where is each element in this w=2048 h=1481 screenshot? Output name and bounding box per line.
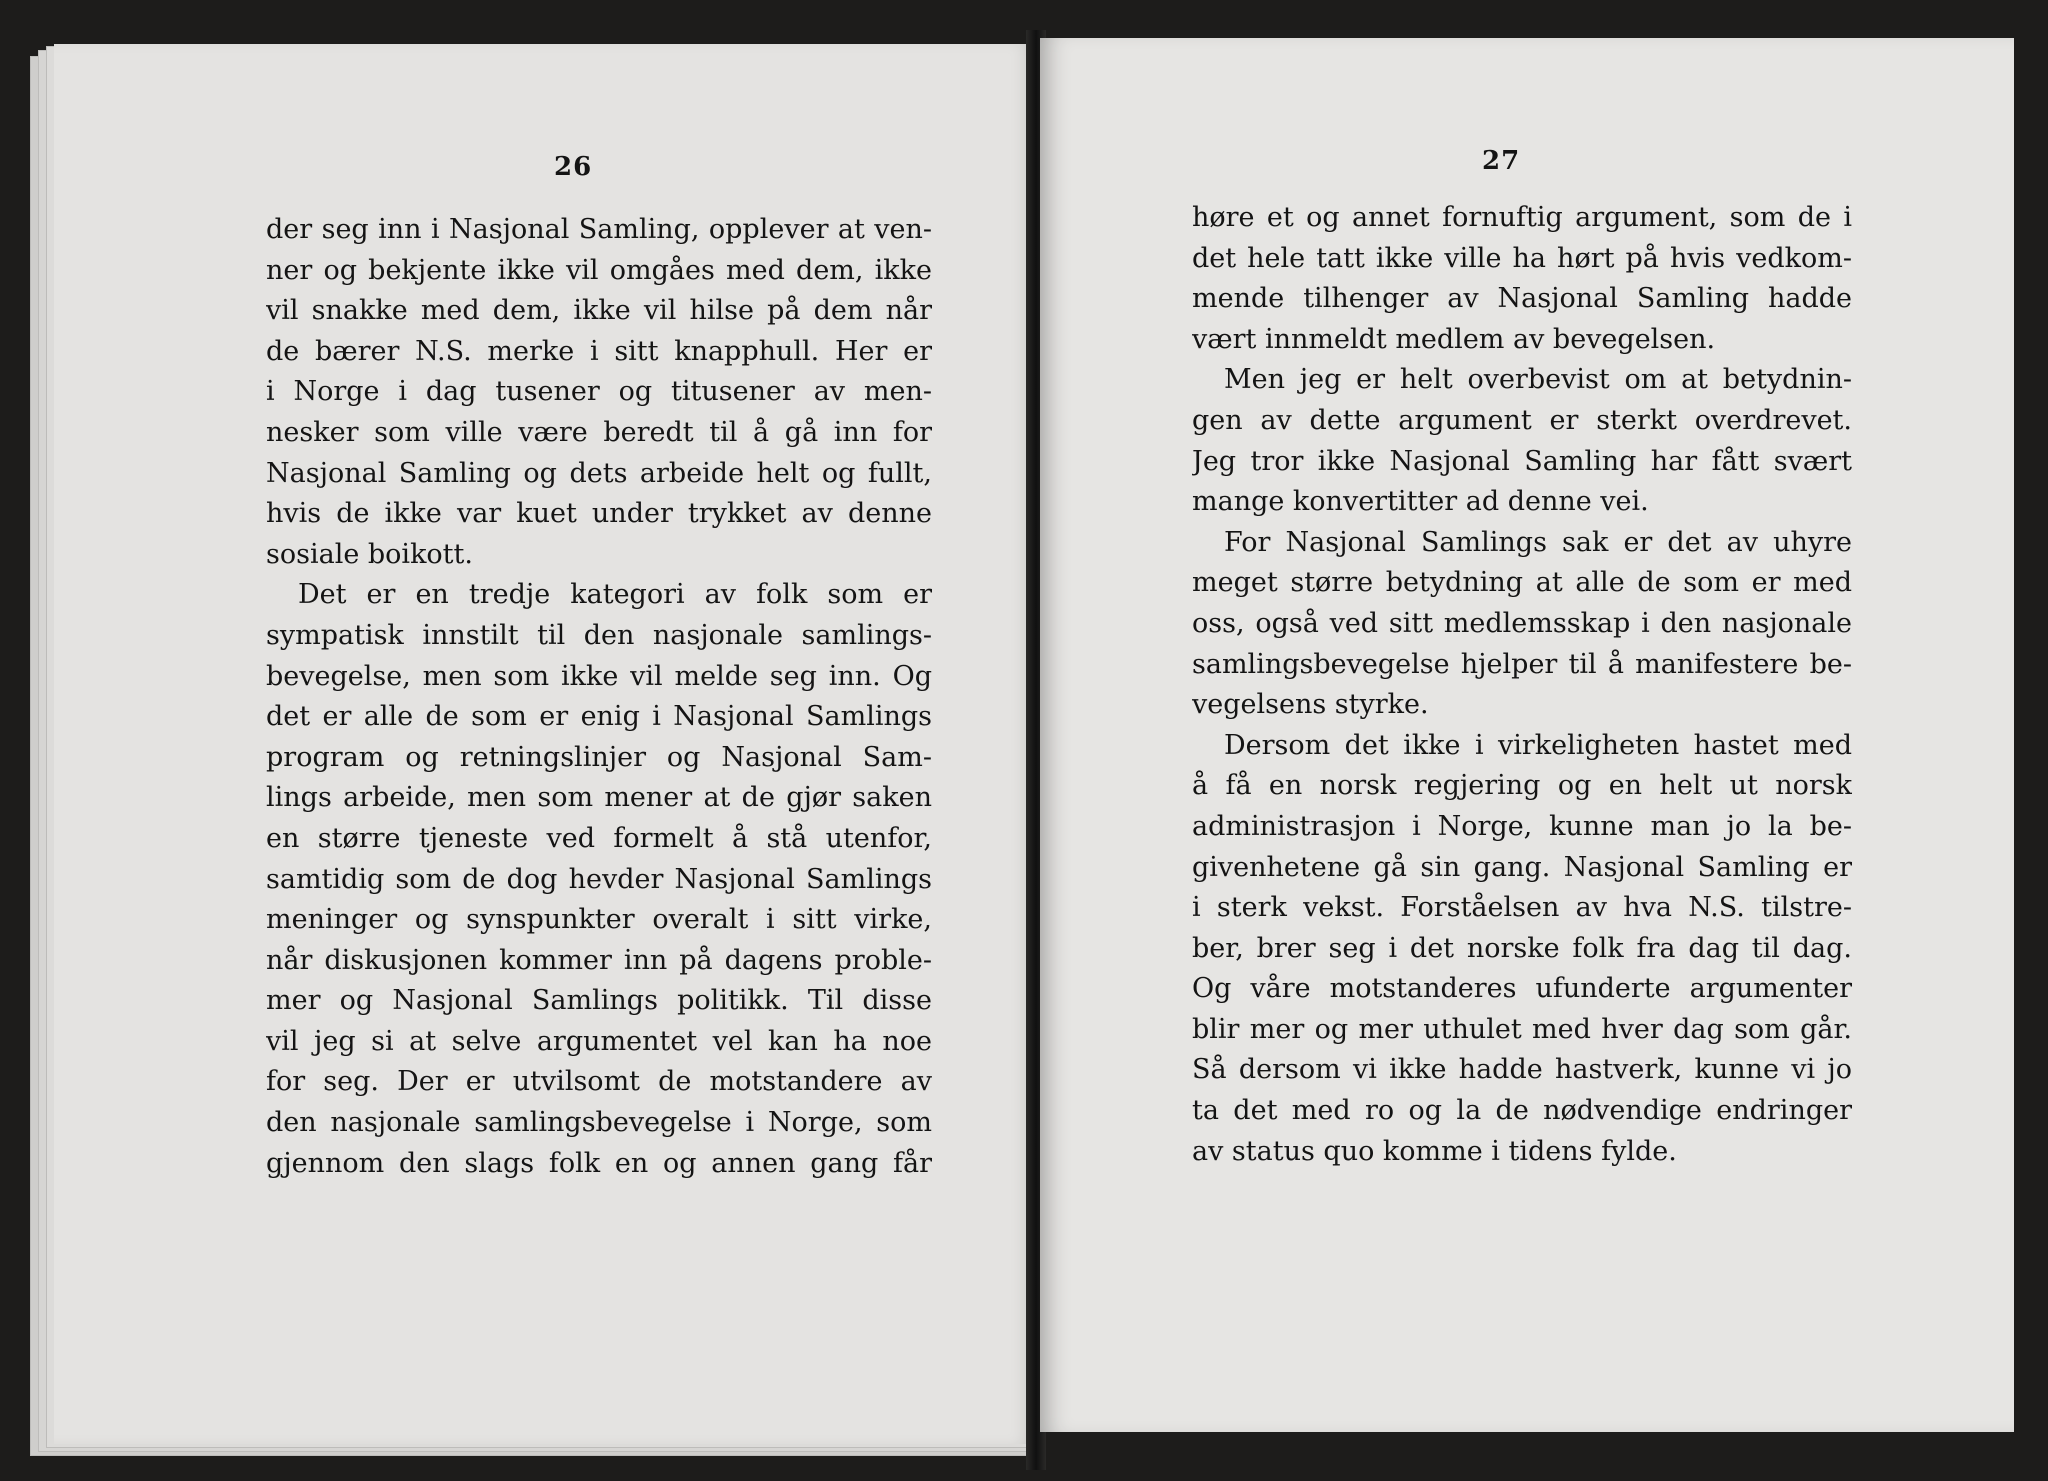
text-line: en større tjeneste ved formelt å stå utenfor, [266,822,932,854]
text-line: når diskusjonen kommer inn på dagens proble- [266,944,932,976]
text-line: sosiale boikott. [266,538,473,570]
text-line: administrasjon i Norge, kunne man jo la be- [1192,810,1852,842]
text-line: sympatisk innstilt til den nasjonale samlings- [266,619,932,651]
text-line: Men jeg er helt overbevist om at betydnin- [1224,364,1852,396]
text-line: mende tilhenger av Nasjonal Samling hadde [1192,283,1852,315]
text-line: lings arbeide, men som mener at de gjør saken [266,782,932,814]
text-line: høre et og annet fornuftig argument, som de i [1192,202,1852,233]
right-page [1040,38,2014,1432]
text-line: de bærer N.S. merke i sitt knapphull. Her er [266,335,932,367]
text-line: Og våre motstanderes ufunderte argumenter [1192,973,1852,1005]
text-line: Det er en tredje kategori av folk som er [298,579,932,611]
text-line: meget større betydning at alle de som er med [1192,567,1852,599]
text-line: samtidig som de dog hevder Nasjonal Samlings [266,863,932,895]
text-line: ta det med ro og la de nødvendige endringer [1192,1095,1852,1127]
text-line: ber, brer seg i det norske folk fra dag til dag. [1192,932,1852,964]
text-line: vært innmeldt medlem av bevegelsen. [1192,323,1716,355]
text-line: Så dersom vi ikke hadde hastverk, kunne vi jo [1192,1054,1852,1086]
text-line: meninger og synspunkter overalt i sitt virke, [266,904,932,936]
text-line: i sterk vekst. Forståelsen av hva N.S. tilstre- [1192,892,1852,924]
text-line: å få en norsk regjering og en helt ut norsk [1192,770,1852,802]
text-line: mange konvertitter ad denne vei. [1192,486,1649,518]
page-number: 27 [1482,146,1521,176]
text-line: gjennom den slags folk en og annen gang får [266,1147,932,1179]
text-line: program og retningslinjer og Nasjonal Sam- [266,741,932,773]
right-page-text [1192,198,1852,1172]
text-line: den nasjonale samlingsbevegelse i Norge, som [266,1107,932,1139]
text-line: hvis de ikke var kuet under trykket av denne [266,498,932,530]
left-page [54,44,1038,1444]
text-line: i Norge i dag tusener og titusener av men- [266,376,932,408]
text-line: Nasjonal Samling og dets arbeide helt og fullt, [266,457,932,489]
text-line: Dersom det ikke i virkeligheten hastet med [1224,729,1852,761]
text-line: oss, også ved sitt medlemsskap i den nasjonale [1192,607,1852,639]
text-line: gen av dette argument er sterkt overdrevet. [1192,404,1852,436]
text-line: For Nasjonal Samlings sak er det av uhyre [1224,526,1852,558]
text-line: vil snakke med dem, ikke vil hilse på dem når [266,295,932,327]
text-line: bevegelse, men som ikke vil melde seg inn. Og [266,660,932,692]
page-number: 26 [554,152,593,182]
text-line: blir mer og mer uthulet med hver dag som går. [1192,1013,1852,1045]
text-line: det er alle de som er enig i Nasjonal Samlings [266,701,932,733]
text-line: vil jeg si at selve argumentet vel kan ha noe [266,1025,932,1057]
text-line: mer og Nasjonal Samlings politikk. Til disse [266,985,932,1017]
left-page-text [266,210,932,1184]
text-line: av status quo komme i tidens fylde. [1192,1135,1677,1167]
text-line: der seg inn i Nasjonal Samling, opplever at ven- [266,214,932,245]
text-line: vegelsens styrke. [1192,689,1429,721]
text-line: Jeg tror ikke Nasjonal Samling har fått svært [1192,445,1852,477]
text-line: givenhetene gå sin gang. Nasjonal Samling er [1192,851,1852,883]
text-line: det hele tatt ikke ville ha hørt på hvis vedkom- [1192,242,1852,274]
text-line: ner og bekjente ikke vil omgåes med dem, ikke [266,254,932,286]
text-line: nesker som ville være beredt til å gå inn for [266,416,932,448]
text-line: samlingsbevegelse hjelper til å manifestere be- [1192,648,1852,680]
text-line: for seg. Der er utvilsomt de motstandere av [266,1066,932,1098]
